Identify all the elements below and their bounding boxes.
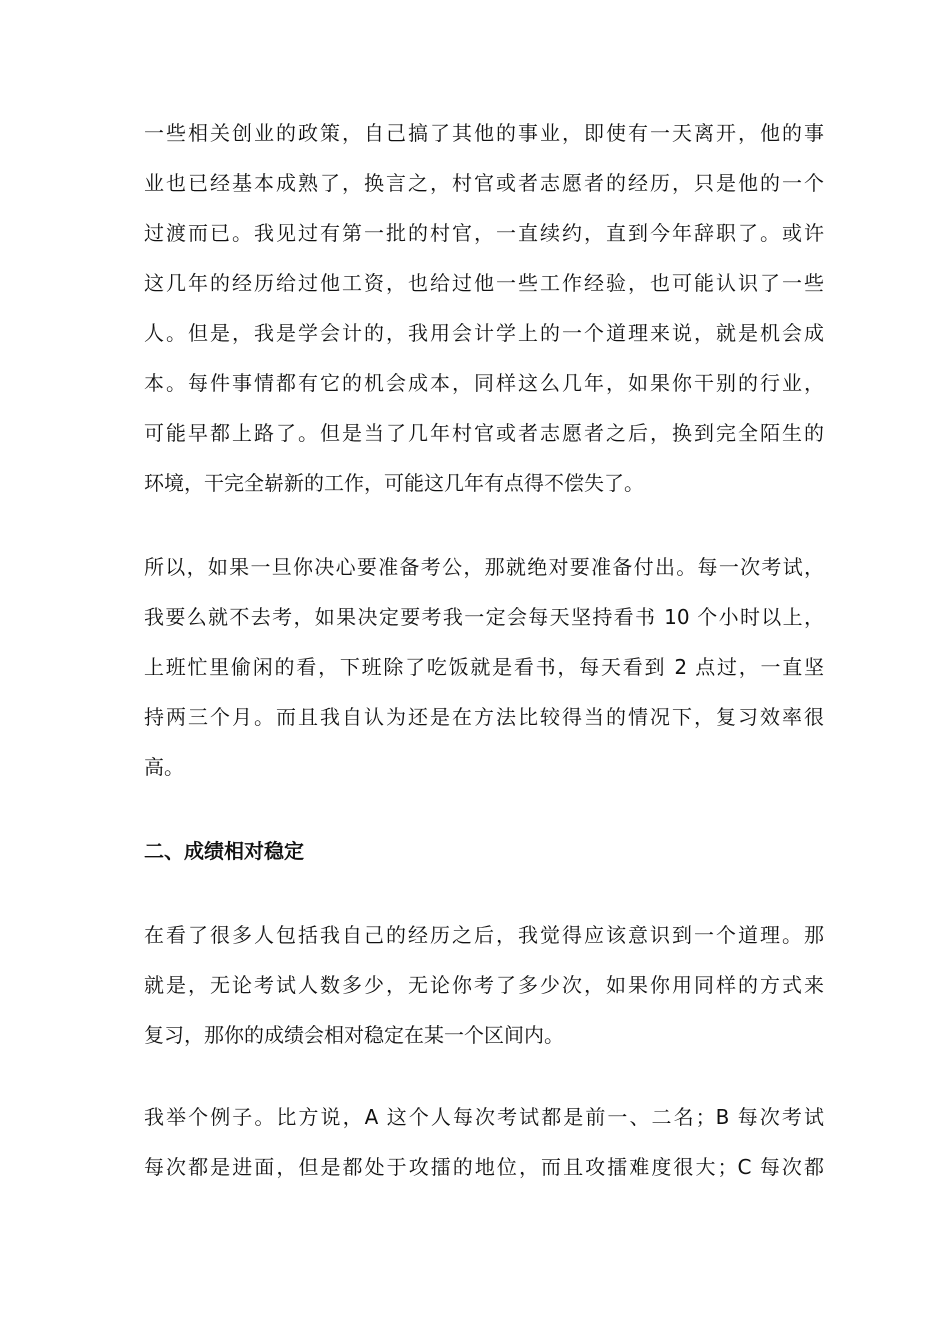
text-line: 可能早都上路了。但是当了几年村官或者志愿者之后，换到完全陌生的 bbox=[144, 421, 824, 445]
text-line: 所以，如果一旦你决心要准备考公，那就绝对要准备付出。每一次考试， bbox=[144, 555, 824, 579]
text-line: 本。每件事情都有它的机会成本，同样这么几年，如果你干别的行业， bbox=[144, 371, 824, 395]
text-line: 持两三个月。而且我自认为还是在方法比较得当的情况下，复习效率很 bbox=[144, 705, 824, 729]
text-line: 每次都是进面，但是都处于攻擂的地位，而且攻擂难度很大；C 每次都 bbox=[144, 1155, 824, 1179]
text-line: 环境，干完全崭新的工作，可能这几年有点得不偿失了。 bbox=[144, 471, 644, 495]
text-line: 人。但是，我是学会计的，我用会计学上的一个道理来说，就是机会成 bbox=[144, 321, 824, 345]
text-line: 我举个例子。比方说，A 这个人每次考试都是前一、二名；B 每次考试 bbox=[144, 1105, 824, 1129]
text-line: 在看了很多人包括我自己的经历之后，我觉得应该意识到一个道理。那 bbox=[144, 923, 824, 947]
text-line: 这几年的经历给过他工资，也给过他一些工作经验，也可能认识了一些 bbox=[144, 271, 824, 295]
text-line: 复习，那你的成绩会相对稳定在某一个区间内。 bbox=[144, 1023, 564, 1047]
text-line: 过渡而已。我见过有第一批的村官，一直续约，直到今年辞职了。或许 bbox=[144, 221, 824, 245]
text-line: 我要么就不去考，如果决定要考我一定会每天坚持看书 10 个小时以上， bbox=[144, 605, 824, 629]
text-line: 就是，无论考试人数多少，无论你考了多少次，如果你用同样的方式来 bbox=[144, 973, 824, 997]
text-line: 业也已经基本成熟了，换言之，村官或者志愿者的经历，只是他的一个 bbox=[144, 171, 824, 195]
text-line: 上班忙里偷闲的看，下班除了吃饭就是看书，每天看到 2 点过，一直坚 bbox=[144, 655, 824, 679]
section-heading: 二、成绩相对稳定 bbox=[144, 839, 304, 863]
text-line: 一些相关创业的政策，自己搞了其他的事业，即使有一天离开，他的事 bbox=[144, 121, 824, 145]
text-line: 高。 bbox=[144, 755, 184, 779]
